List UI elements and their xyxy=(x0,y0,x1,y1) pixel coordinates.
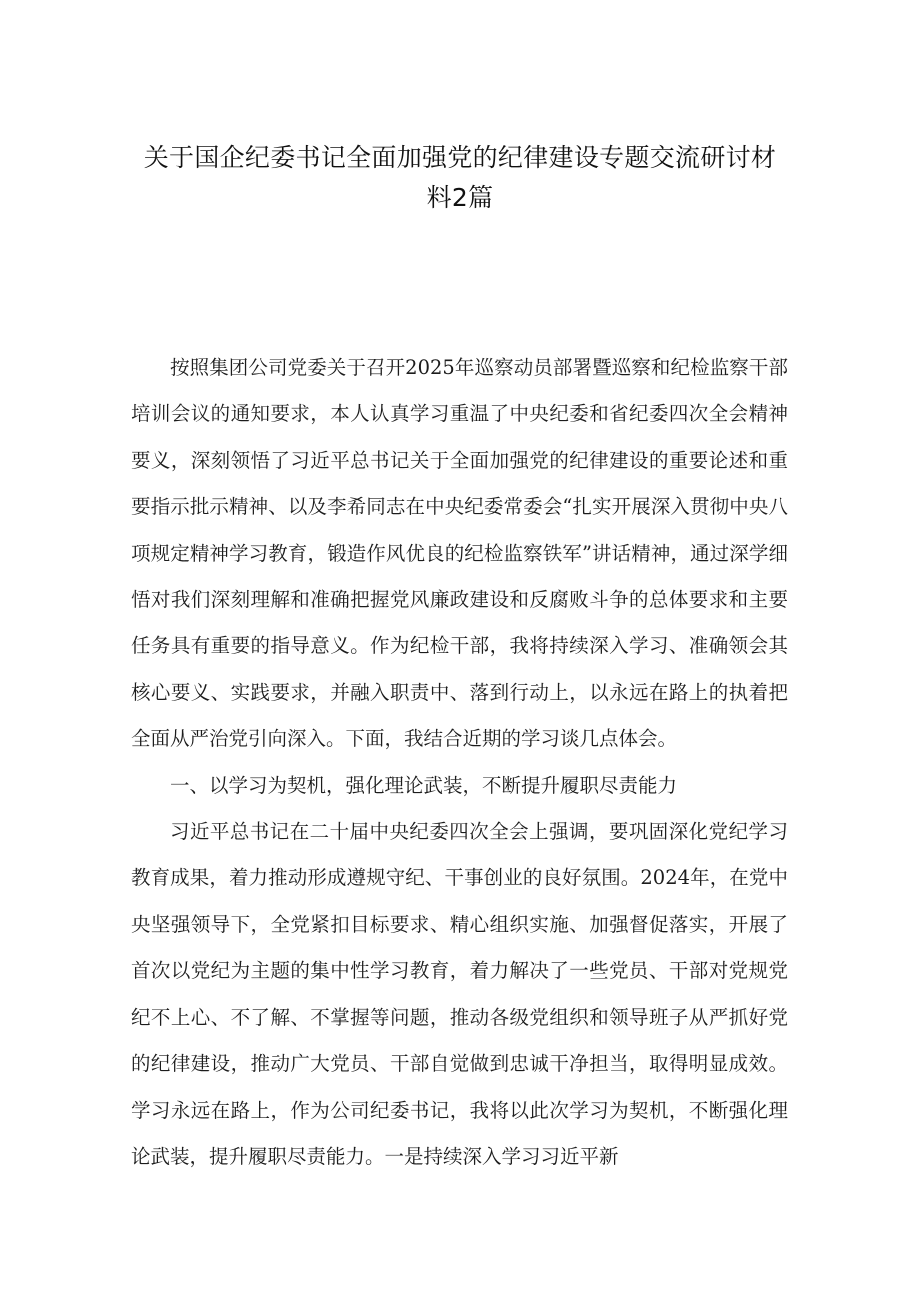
section-1-paragraph: 习近平总书记在二十届中央纪委四次全会上强调，要巩固深化党纪学习教育成果，着力推动形成遵规守纪、干事创业的良好氛围。2024年，在党中央坚强领导下，全党紧扣目标要求、精心组织实施、加强督促落实，开展了首次以党纪为主题的集中性学习教育，着力解决了一些党员、干部对党规党纪不上心、不了解、不掌握等问题，推动各级党组织和领导班子从严抓好党的纪律建设，推动广大党员、干部自觉做到忠诚干净担当，取得明显成效。学习永远在路上，作为公司纪委书记，我将以此次学习为契机，不断强化理论武装，提升履职尽责能力。一是持续深入学习习近平新 xyxy=(131,820,788,1168)
document-title xyxy=(120,138,800,218)
title-line-2: 料2篇 xyxy=(426,183,494,212)
intro-paragraph: 按照集团公司党委关于召开2025年巡察动员部署暨巡察和纪检监察干部培训会议的通知要求，本人认真学习重温了中央纪委和省纪委四次全会精神要义，深刻领悟了习近平总书记关于全面加强党的纪律建设的重要论述和重要指示批示精神、以及李希同志在中央纪委常委会“扎实开展深入贯彻中央八项规定精神学习教育，锻造作风优良的纪检监察铁军”讲话精神，通过深学细悟对我们深刻理解和准确把握党风廉政建设和反腐败斗争的总体要求和主要任务具有重要的指导意义。作为纪检干部，我将持续深入学习、准确领会其核心要义、实践要求，并融入职责中、落到行动上，以永远在路上的执着把全面从严治党引向深入。下面，我结合近期的学习谈几点体会。 xyxy=(131,356,788,751)
document-body xyxy=(131,345,788,1180)
section-heading-1: 一、以学习为契机，强化理论武装，不断提升履职尽责能力 xyxy=(170,773,678,797)
title-line-1: 关于国企纪委书记全面加强党的纪律建设专题交流研讨材 xyxy=(143,143,777,172)
